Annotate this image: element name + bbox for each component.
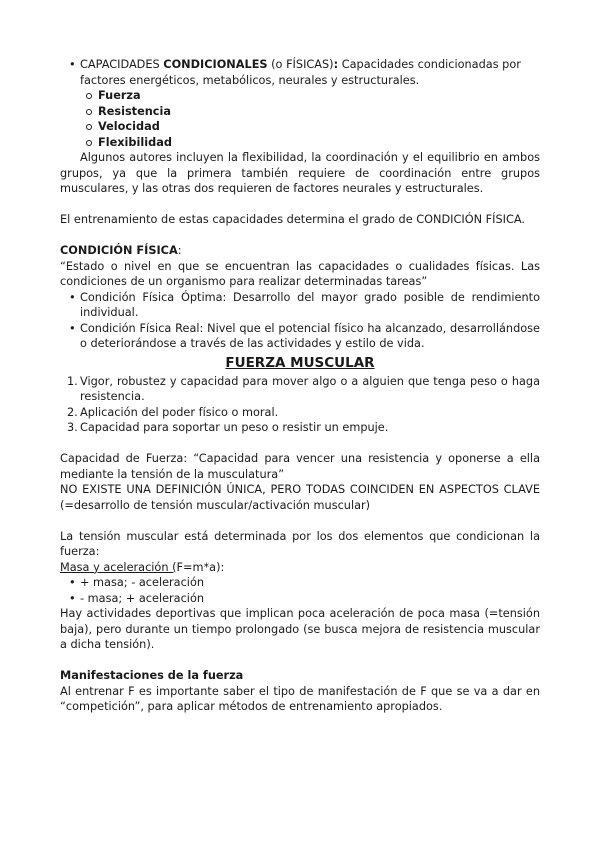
- training-line: El entrenamiento de estas capacidades determina el grado de CONDICIÓN FÍSICA.: [60, 213, 525, 226]
- item-number: 3.: [67, 421, 78, 434]
- condicion-heading: CONDICIÓN FÍSICA: [60, 244, 178, 257]
- manifestaciones-heading-text: Manifestaciones de la fuerza: [60, 669, 244, 682]
- no-single-definition: NO EXISTE UNA DEFINICIÓN ÚNICA, PERO TODAS COINCIDEN EN ASPECTOS CLAVE (=desarrollo de tensión muscular/activación muscular): [60, 483, 540, 512]
- actividades-paragraph: Hay actividades deportivas que implican poca aceleración de poca masa (=tensión baja), pero durante un tiempo prolongado (se busca mejora de resistencia muscular a dicha tensión).: [60, 607, 540, 651]
- masa-list: [60, 575, 540, 606]
- masa-label: Masa y aceleración: [60, 560, 173, 574]
- autores-paragraph: Algunos autores incluyen la flexibilidad, la coordinación y el equilibrio en ambos grupos, ya que la primera también requiere de coordinación entre grupos musculares, y las otras dos requieren de factores neurales y estructurales.: [60, 151, 540, 195]
- condicion-quote: “Estado o nivel en que se encuentran las capacidades o cualidades físicas. Las condiciones de un organismo para realizar determinadas tareas”: [60, 259, 540, 288]
- masa-formula-paren: (: [172, 560, 177, 574]
- condicion-list: [60, 290, 540, 352]
- tension-muscular-line: La tensión muscular está determinada por los dos elementos que condicionan la fuerza:: [60, 529, 540, 558]
- lead-colon: :: [333, 58, 339, 71]
- lead-rest: Capacidades condicionadas por factores energéticos, metabólicos, neurales y estructurales.: [80, 58, 521, 87]
- masa-aceleracion-line: [60, 560, 540, 576]
- condicion-heading-colon: :: [177, 244, 182, 257]
- manifestaciones-paragraph: Al entrenar F es importante saber el tipo de manifestación de F que se va a dar en “competición”, para aplicar métodos de entrenamiento apropiados.: [60, 684, 540, 713]
- fuerza-definitions-list: [60, 374, 540, 436]
- sublist-item-velocidad: Velocidad: [98, 119, 540, 135]
- masa-formula: F=m*a):: [176, 560, 225, 574]
- masa-item-more: • + masa; - aceleración: [80, 575, 540, 591]
- condicion-item-optima: • Condición Física Óptima: Desarrollo del mayor grado posible de rendimiento individual.: [80, 290, 540, 321]
- capacidades-condicionales-item: [80, 57, 540, 150]
- document-page: [60, 57, 540, 715]
- capacidad-fuerza-definition: Capacidad de Fuerza: “Capacidad para vencer una resistencia y oponerse a ella mediante la tensión de la musculatura”: [60, 452, 540, 481]
- item-text: Vigor, robustez y capacidad para mover algo o a alguien que tenga peso o haga resistencia.: [80, 374, 540, 403]
- sublist-item-resistencia: Resistencia: [98, 104, 540, 120]
- item-number: 1.: [67, 374, 78, 388]
- sublist-item-flexibilidad: Flexibilidad: [98, 135, 540, 151]
- fuerza-definition-item: [67, 405, 540, 421]
- capacidades-list: [60, 57, 540, 150]
- condicion-heading-line: [60, 243, 540, 259]
- lead-mid: (o FÍSICAS): [267, 58, 334, 71]
- fuerza-definition-item: [67, 420, 540, 436]
- capacidades-sublist: [80, 88, 540, 150]
- masa-item-less: • - masa; + aceleración: [80, 591, 540, 607]
- lead-prefix: CAPACIDADES: [80, 58, 164, 71]
- sublist-item-fuerza: Fuerza: [98, 88, 540, 104]
- item-number: 2.: [67, 405, 78, 419]
- fuerza-definition-item: [67, 374, 540, 405]
- fuerza-muscular-heading: FUERZA MUSCULAR: [225, 354, 375, 371]
- lead-bold: CONDICIONALES: [163, 58, 268, 71]
- manifestaciones-heading: [60, 668, 540, 684]
- condicion-item-real: • Condición Física Real: Nivel que el potencial físico ha alcanzado, desarrollándose o deteriorándose a través de las actividades y estilo de vida.: [80, 321, 540, 352]
- item-text: Capacidad para soportar un peso o resistir un empuje.: [80, 421, 389, 434]
- item-text: Aplicación del poder físico o moral.: [80, 405, 279, 419]
